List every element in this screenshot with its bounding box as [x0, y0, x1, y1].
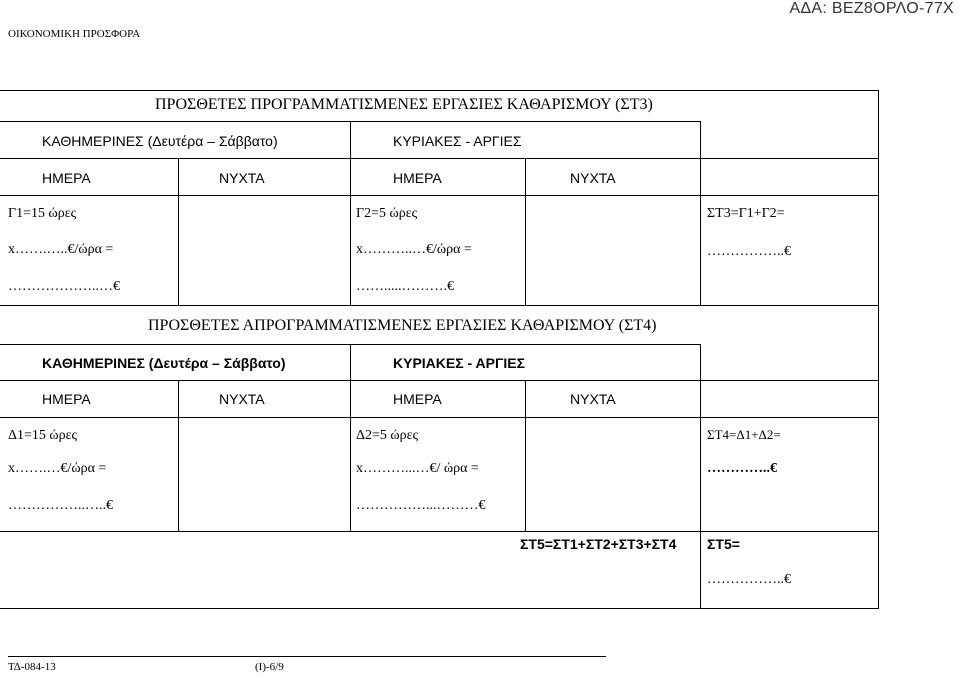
st3-weekday-label: ΚΑΘΗΜΕΡΙΝΕΣ (Δευτέρα – Σάββατο): [42, 133, 278, 149]
footer-rule: [8, 656, 606, 657]
st5-value[interactable]: ……………..€: [707, 572, 791, 587]
st4-day1: ΗΜΕΡΑ: [42, 391, 91, 407]
st4-day2: ΗΜΕΡΑ: [393, 391, 442, 407]
st4-d1-hours: Δ1=15 ώρες: [8, 428, 78, 443]
st4-rate1-field[interactable]: x…….…€/ώρα =: [8, 461, 107, 476]
st4-total-label: ΣΤ4=Δ1+Δ2=: [707, 427, 781, 442]
st3-total-value[interactable]: ……………..€: [707, 244, 791, 259]
st5-label: ΣΤ5=: [707, 536, 740, 552]
st4-weekday-label: ΚΑΘΗΜΕΡΙΝΕΣ (Δευτέρα – Σάββατο): [42, 355, 286, 371]
st3-day1: ΗΜΕΡΑ: [42, 170, 91, 186]
st3-rate1-field[interactable]: x…….…..€/ώρα =: [8, 242, 114, 257]
st4-title: ΠΡΟΣΘΕΤΕΣ ΑΠΡΟΓΡΑΜΜΑΤΙΣΜΕΝΕΣ ΕΡΓΑΣΙΕΣ ΚΑΘΑΡΙΣΜΟΥ (ΣΤ4): [148, 317, 657, 334]
st3-title: ΠΡΟΣΘΕΤΕΣ ΠΡΟΓΡΑΜΜΑΤΙΣΜΕΝΕΣ ΕΡΓΑΣΙΕΣ ΚΑΘΑΡΙΣΜΟΥ (ΣΤ3): [155, 96, 653, 113]
st4-total-value[interactable]: …………..€: [707, 461, 777, 476]
st4-night1: ΝΥΧΤΑ: [219, 391, 265, 407]
st4-night2: ΝΥΧΤΑ: [570, 391, 616, 407]
st4-d2-hours: Δ2=5 ώρες: [356, 428, 419, 443]
footer-page-number: (Ι)-6/9: [255, 661, 284, 673]
st3-rate2-field[interactable]: x………..…€/ώρα =: [356, 242, 472, 257]
st3-g2-hours: Γ2=5 ώρες: [356, 206, 418, 221]
st3-night1: ΝΥΧΤΑ: [219, 170, 265, 186]
st3-day2: ΗΜΕΡΑ: [393, 170, 442, 186]
st4-sunday-label: ΚΥΡΙΑΚΕΣ - ΑΡΓΙΕΣ: [393, 355, 526, 371]
st4-result2[interactable]: ……………...………€: [356, 498, 486, 513]
footer-code: ΤΔ-084-13: [8, 661, 56, 673]
st3-total-label: ΣΤ3=Γ1+Γ2=: [707, 206, 785, 221]
st3-night2: ΝΥΧΤΑ: [570, 170, 616, 186]
st4-result1[interactable]: ……………..…..€: [8, 498, 113, 513]
st3-result2[interactable]: …….....……….€: [356, 279, 454, 294]
st5-formula: ΣΤ5=ΣΤ1+ΣΤ2+ΣΤ3+ΣΤ4: [520, 536, 677, 552]
ada-code: ΑΔΑ: ΒΕΖ8ΟΡΛΟ-77Χ: [789, 0, 954, 17]
st3-result1[interactable]: ………………..…€: [8, 279, 120, 294]
st3-sunday-label: ΚΥΡΙΑΚΕΣ - ΑΡΓΙΕΣ: [393, 133, 522, 149]
st3-g1-hours: Γ1=15 ώρες: [8, 206, 77, 221]
st4-rate2-field[interactable]: x………...…€/ ώρα =: [356, 461, 479, 476]
header-title: ΟΙΚΟΝΟΜΙΚΗ ΠΡΟΣΦΟΡΑ: [8, 28, 141, 40]
